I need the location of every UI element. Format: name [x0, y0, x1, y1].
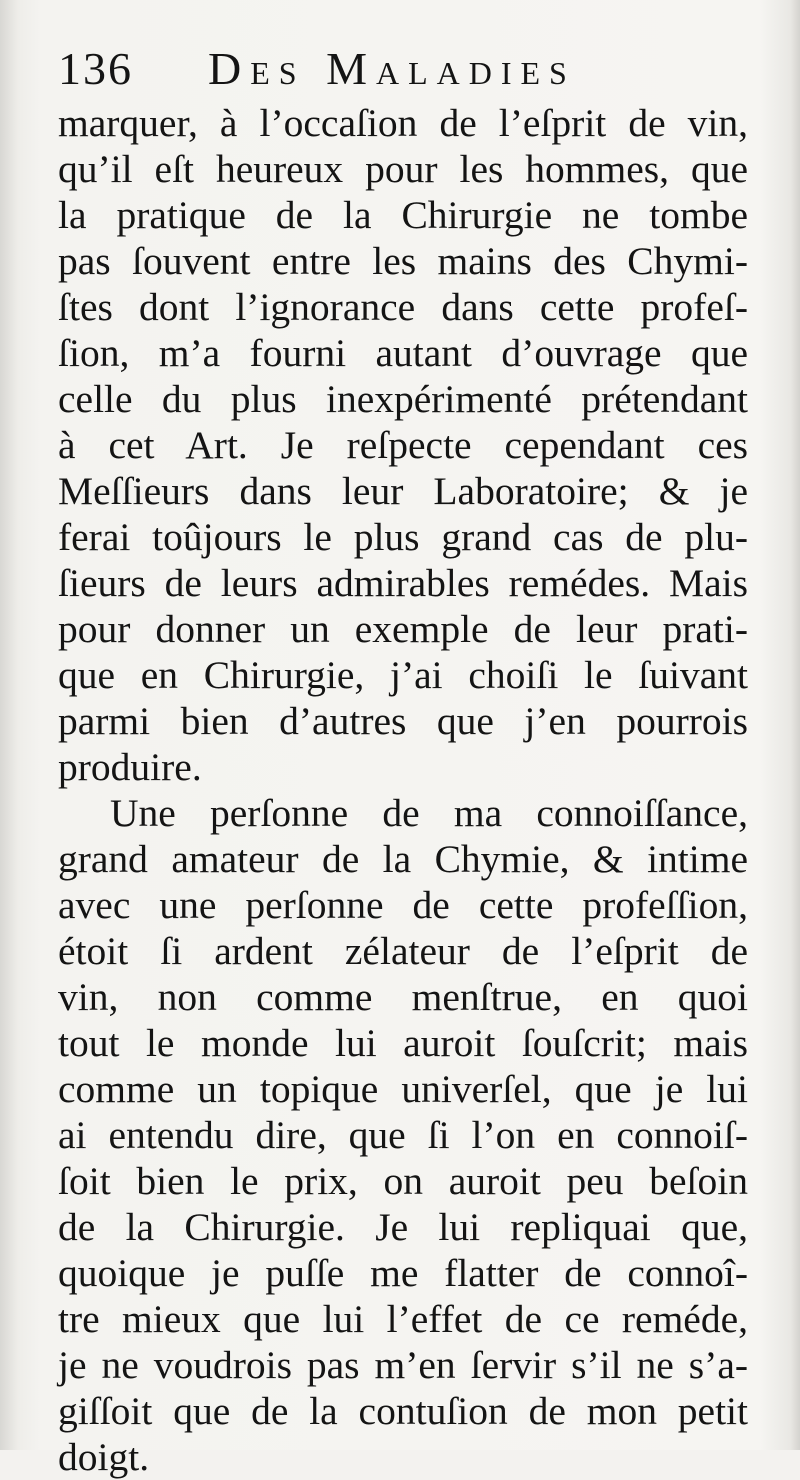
text-line: Meſſieurs dans leur Laboratoire; & je	[58, 469, 748, 513]
text-line: ſoit bien le prix, on auroit peu beſoin	[58, 1159, 748, 1203]
text-line: tout le monde lui auroit ſouſcrit; mais	[58, 1021, 748, 1065]
paragraph-2	[58, 790, 748, 1480]
text-line: celle du plus inexpérimenté prétendant	[58, 377, 748, 421]
text-line: avec une perſonne de cette profeſſion,	[58, 883, 748, 927]
text-line: Une perſonne de ma connoiſſance,	[110, 791, 748, 835]
text-line: à cet Art. Je reſpecte cependant ces	[58, 423, 748, 467]
text-line: pour donner un exemple de leur prati-	[58, 607, 748, 651]
text-line: tre mieux que lui l’effet de ce reméde,	[58, 1297, 748, 1341]
text-line: vin, non comme menſtrue, en quoi	[58, 975, 748, 1019]
text-line: parmi bien d’autres que j’en pourrois	[58, 699, 748, 743]
text-line: grand amateur de la Chymie, & intime	[58, 837, 748, 881]
text-line: qu’il eſt heureux pour les hommes, que	[58, 147, 748, 191]
page-number: 136	[58, 43, 133, 94]
text-line: que en Chirurgie, j’ai choiſi le ſuivant	[58, 653, 748, 697]
text-line: comme un topique univerſel, que je lui	[58, 1067, 748, 1111]
text-line: quoique je puſſe me flatter de connoî-	[58, 1251, 748, 1295]
text-line: je ne voudrois pas m’en ſervir s’il ne s’a-	[58, 1343, 748, 1387]
text-line: marquer, à l’occaſion de l’eſprit de vin,	[58, 101, 748, 145]
text-line: ferai toûjours le plus grand cas de plu-	[58, 515, 748, 559]
text-line: ſtes dont l’ignorance dans cette profeſ-	[58, 285, 748, 329]
text-line: de la Chirurgie. Je lui repliquai que,	[58, 1205, 748, 1249]
page-body	[58, 100, 748, 1480]
text-line: ſieurs de leurs admirables remédes. Mais	[58, 561, 748, 605]
text-line: doigt.	[58, 1435, 150, 1479]
paragraph-1	[58, 100, 748, 790]
text-line: ſion, m’a fourni autant d’ouvrage que	[58, 331, 748, 375]
running-head: Des Maladies	[208, 43, 576, 94]
text-line: étoit ſi ardent zélateur de l’eſprit de	[58, 929, 748, 973]
text-line: giſſoit que de la contuſion de mon petit	[58, 1389, 748, 1433]
text-line: produire.	[58, 745, 202, 789]
text-line: ai entendu dire, que ſi l’on en connoiſ-	[58, 1113, 748, 1157]
page-header	[58, 40, 748, 98]
text-line: pas ſouvent entre les mains des Chymi-	[58, 239, 748, 283]
text-line: la pratique de la Chirurgie ne tombe	[58, 193, 748, 237]
